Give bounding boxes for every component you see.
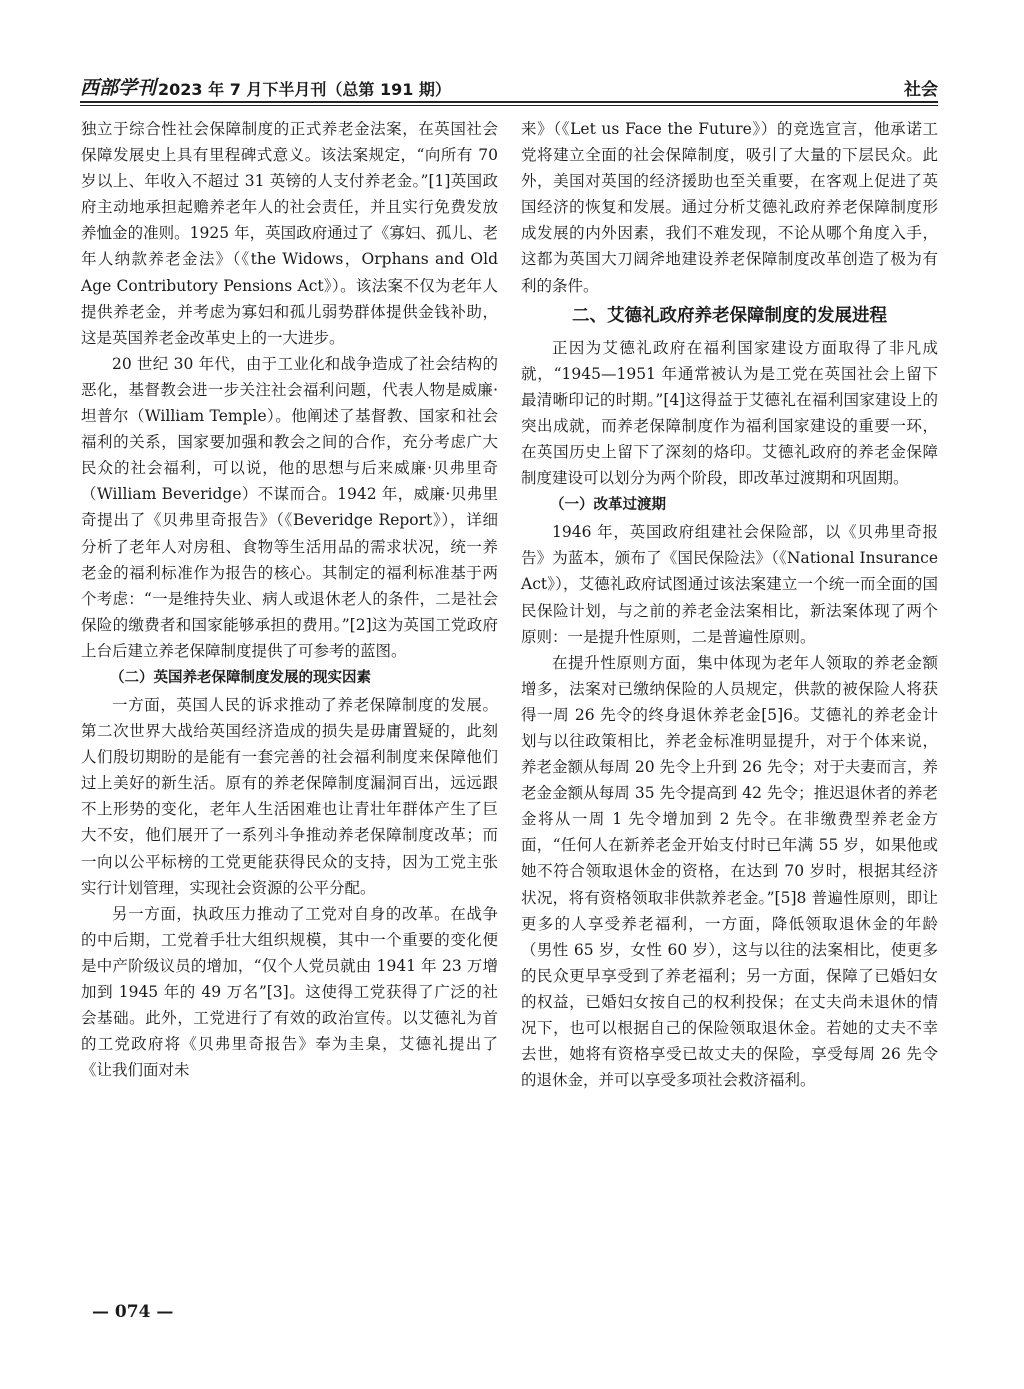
paragraph: 一方面，英国人民的诉求推动了养老保障制度的发展。第二次世界大战给英国经济造成的损失是毋庸置疑的，此刻人们殷切期盼的是能有一套完善的社会福利制度来保障他们过上美好的新生活。原有的养老保障制度漏洞百出，远远跟不上形势的变化，老年人生活困难也让青壮年群体产生了巨大不安，他们展开了一系列斗争推动养老保障制度改革；而一向以公平标榜的工党更能获得民众的支持，因为工党主张实行计划管理，实现社会资源的公平分配。 (81, 695, 498, 897)
subsection-heading: （二）英国养老保障制度发展的现实因素 (110, 669, 371, 686)
paragraph: 20 世纪 30 年代，由于工业化和战争造成了社会结构的恶化，基督教会进一步关注社会福利问题，代表人物是威廉·坦普尔（William Temple）。他阐述了基督教、国家和社会福利的关系，国家要加强和教会之间的合作，充分考虑广大民众的社会福利，可以说，他的思想与后来威廉·贝弗里奇（William Beveridge）不谋而合。1942 年，威廉·贝弗里奇提出了《贝弗里奇报告》（《Beveridge Report》），详细分析了老年人对房租、食物等生活用品的需求状况，统一养老金的福利标准作为报告的核心。其制定的福利标准基于两个考虑：“一是维持失业、病人或退休老人的条件，二是社会保险的缴费者和国家能够承担的费用。”[2]这为英国工党政府上台后建立养老保障制度提供了可参考的蓝图。 (81, 354, 498, 660)
journal-logo: 西部学刊 (80, 77, 157, 99)
right-column (521, 116, 938, 1093)
subsection-heading: （一）改革过渡期 (550, 497, 666, 514)
paragraph: 1946 年，英国政府组建社会保险部，以《贝弗里奇报告》为蓝本，颁布了《国民保险法》（《National Insurance Act》），艾德礼政府试图通过该法案建立一个统一而全面的国民保险计划，与之前的养老金法案相比，新法案体现了两个原则：一是提升性原则，二是普遍性原则。 (521, 523, 938, 646)
paragraph: 另一方面，执政压力推动了工党对自身的改革。在战争的中后期，工党着手壮大组织规模，其中一个重要的变化便是中产阶级议员的增加，“仅个人党员就由 1941 年 23 万增加到 1945 年的 49 万名”[3]。这使得工党获得了广泛的社会基础。此外，工党进行了有效的政治宣传。以艾德礼为首的工党政府将《贝弗里奇报告》奉为圭臬，艾德礼提出了《让我们面对未 (81, 904, 498, 1080)
page-number: — 074 — (92, 1302, 174, 1322)
issue-info: 2023 年 7 月下半月刊（总第 191 期） (158, 80, 451, 99)
running-header (80, 70, 938, 100)
section-label: 社会 (904, 80, 938, 100)
section-heading: 二、艾德礼政府养老保障制度的发展进程 (572, 305, 887, 326)
left-column (81, 116, 498, 1083)
paragraph: 正因为艾德礼政府在福利国家建设方面取得了非凡成就，“1945—1951 年通常被认为是工党在英国社会上留下最清晰印记的时期。”[4]这得益于艾德礼在福利国家建设上的突出成就，而养老保障制度作为福利国家建设的重要一环，在英国历史上留下了深刻的烙印。艾德礼政府的养老金保障制度建设可以划分为两个阶段，即改革过渡期和巩固期。 (521, 338, 938, 488)
paragraph: 在提升性原则方面，集中体现为老年人领取的养老金额增多，法案对已缴纳保险的人员规定，供款的被保险人将获得一周 26 先令的终身退休养老金[5]6。艾德礼的养老金计划与以往政策相比，养老金标准明显提升，对于个体来说，养老金额从每周 20 先令上升到 26 先令；对于夫妻而言，养老金金额从每周 35 先令提高到 42 先令；推迟退休者的养老金将从一周 1 先令增加到 2 先令。在非缴费型养老金方面，“任何人在新养老金开始支付时已年满 55 岁，如果他或她不符合领取退休金的资格，在达到 70 岁时，根据其经济状况，将有资格领取非供款养老金。”[5]8 普遍性原则，即让更多的人享受养老福利，一方面，降低领取退休金的年龄（男性 65 岁，女性 60 岁），这与以往的法案相比，使更多的民众更早享受到了养老福利；另一方面，保障了已婚妇女的权益，已婚妇女按自己的权利投保；在丈夫尚未退休的情况下，也可以根据自己的保险领取退休金。若她的丈夫不幸去世，她将有资格享受已故丈夫的保险，享受每周 26 先令的退休金，并可以享受多项社会救济福利。 (521, 653, 938, 1090)
header-rule-thin (80, 105, 938, 106)
paragraph: 来》（《Let us Face the Future》）的竞选宣言，他承诺工党将建立全面的社会保障制度，吸引了大量的下层民众。此外，美国对英国的经济援助也至关重要，在客观上促进了英国经济的恢复和发展。通过分析艾德礼政府养老保障制度形成发展的内外因素，我们不难发现，不论从哪个角度入手，这都为英国大刀阔斧地建设养老保障制度改革创造了极为有利的条件。 (521, 120, 938, 295)
paragraph: 独立于综合性社会保障制度的正式养老金法案，在英国社会保障发展史上具有里程碑式意义。该法案规定，“向所有 70 岁以上、年收入不超过 31 英镑的人支付养老金。”[1]英国政府主动地承担起赡养老年人的社会责任，并且实行免费发放养恤金的准则。1925 年，英国政府通过了《寡妇、孤儿、老年人纳款养老金法》（《the Widows，Orphans and Old Age Contributory Pensions Act》）。该法案不仅为老年人提供养老金，并考虑为寡妇和孤儿弱势群体提供金钱补助，这是英国养老金改革史上的一大进步。 (81, 120, 498, 347)
header-rule (80, 101, 938, 103)
header-left (80, 73, 451, 100)
